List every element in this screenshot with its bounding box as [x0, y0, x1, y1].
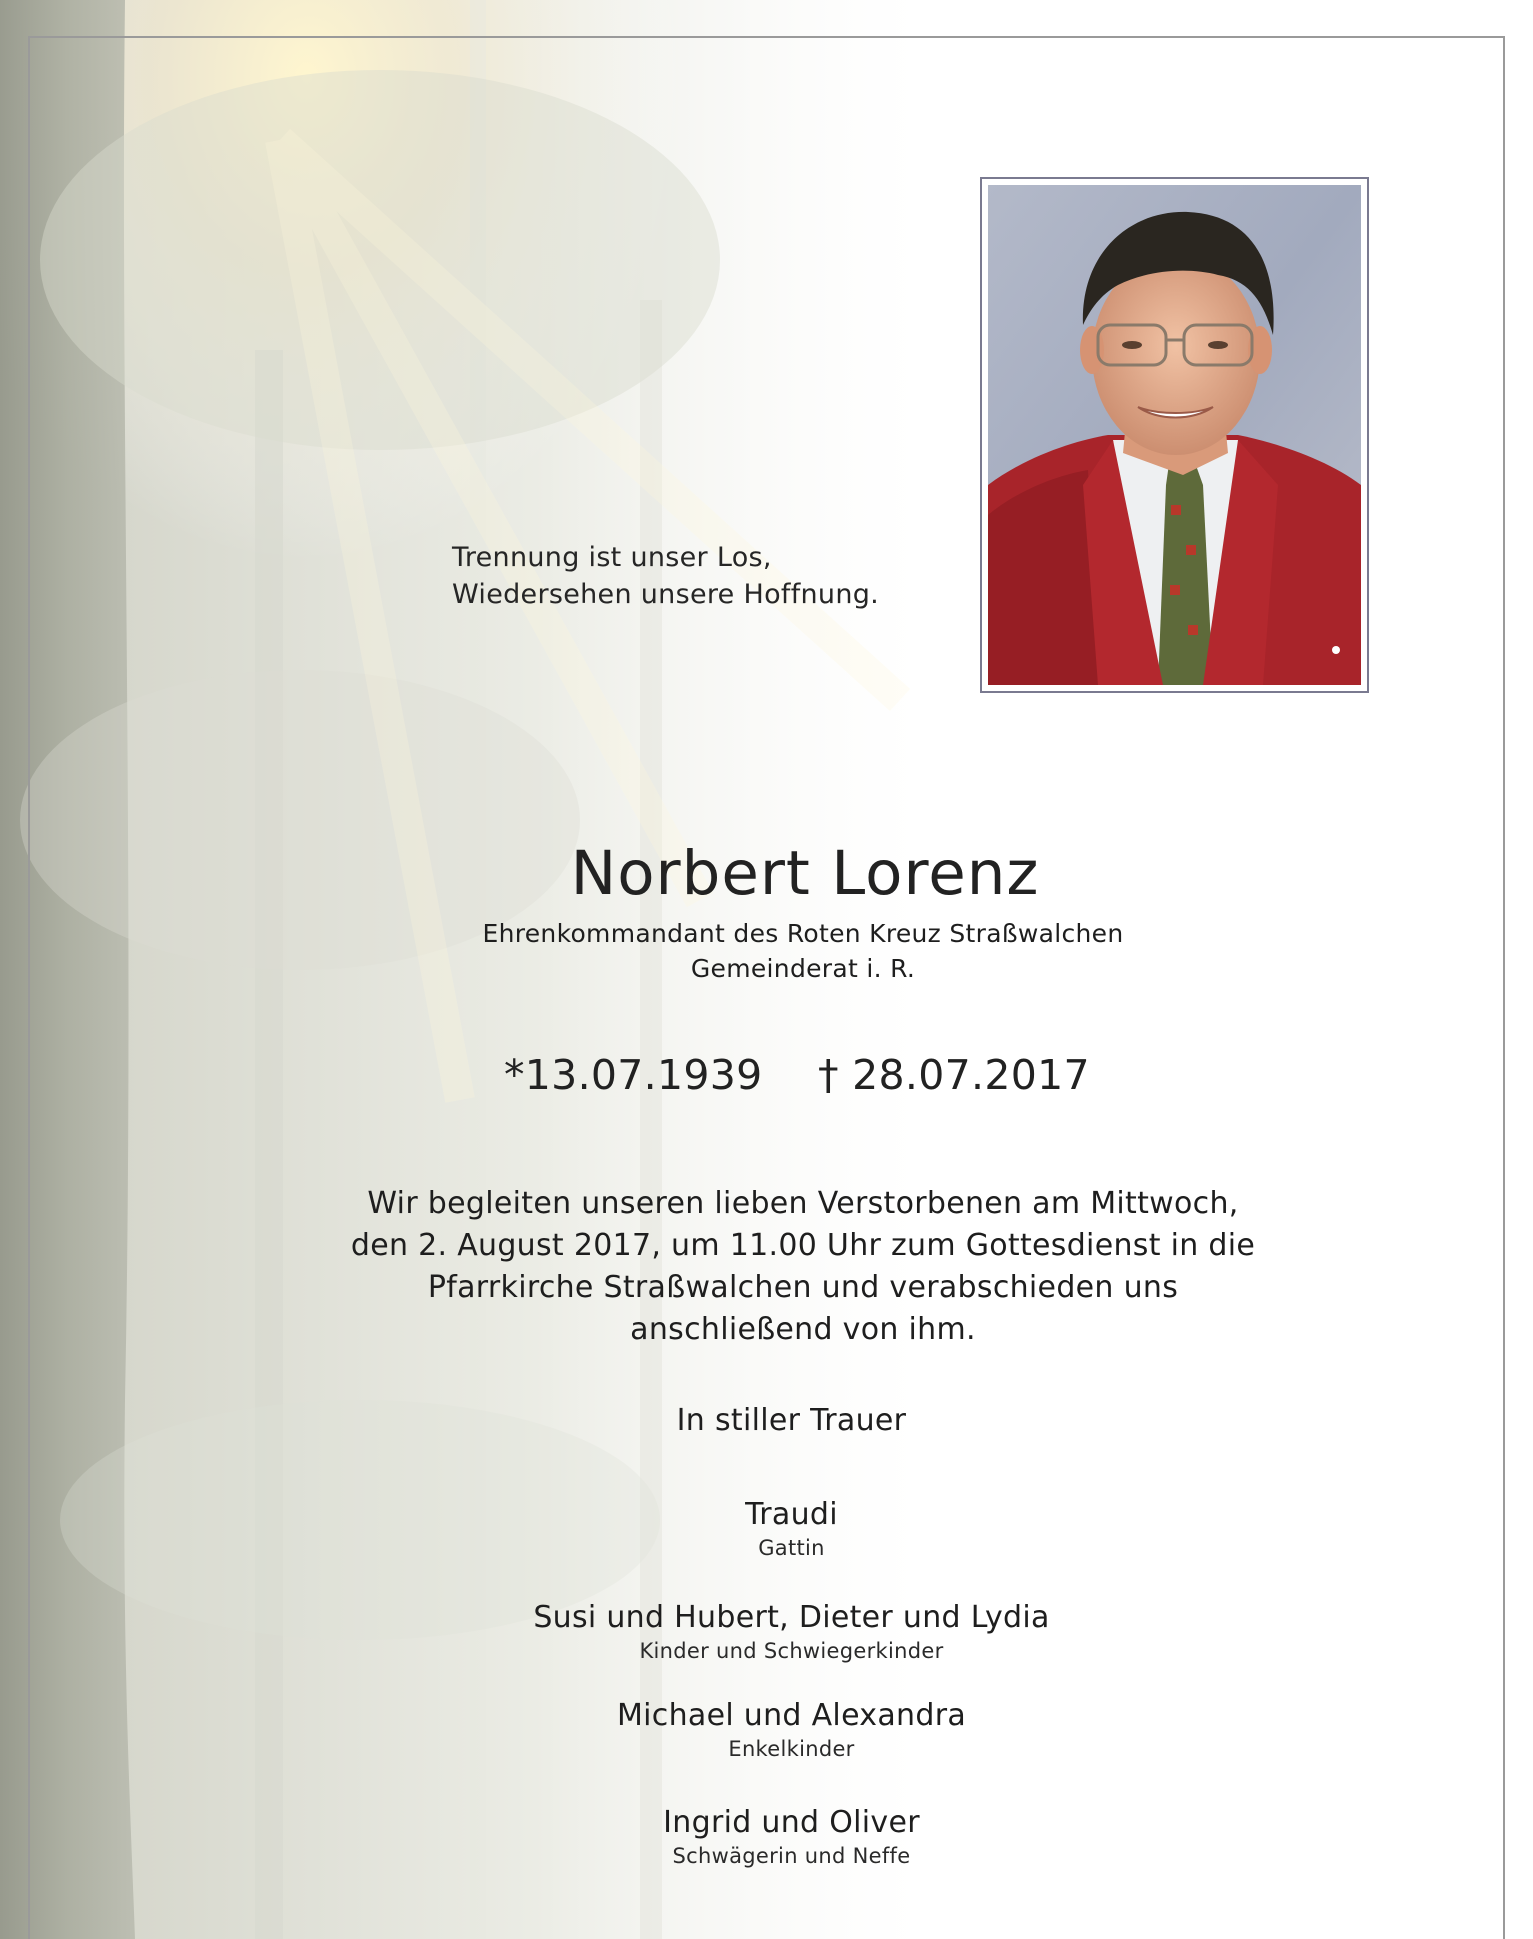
portrait-image	[988, 185, 1361, 685]
deceased-name: Norbert Lorenz	[570, 838, 1040, 909]
death-date: † 28.07.2017	[818, 1051, 1090, 1099]
motto-quote	[452, 539, 879, 613]
notice-line-2: den 2. August 2017, um 11.00 Uhr zum Gottesdienst in die	[350, 1228, 1256, 1263]
notice-line-4: anschließend von ihm.	[630, 1312, 976, 1347]
mourning-label: In stiller Trauer	[676, 1403, 907, 1438]
mourner-relation: Enkelkinder	[728, 1737, 855, 1761]
mourner-relation: Kinder und Schwiegerkinder	[639, 1639, 944, 1663]
notice-line-3: Pfarrkirche Straßwalchen und verabschieden uns	[427, 1270, 1179, 1305]
portrait-photo	[980, 177, 1369, 693]
mourner-names: Ingrid und Oliver	[663, 1805, 920, 1840]
notice-line-1: Wir begleiten unseren lieben Verstorbenen am Mittwoch,	[367, 1186, 1239, 1221]
mourner-names: Traudi	[745, 1497, 838, 1532]
deceased-title-line-1: Ehrenkommandant des Roten Kreuz Straßwalchen	[482, 919, 1124, 948]
mourner-names: Susi und Hubert, Dieter und Lydia	[533, 1600, 1050, 1635]
mourner-relation: Schwägerin und Neffe	[672, 1844, 911, 1868]
deceased-title-line-2: Gemeinderat i. R.	[690, 954, 916, 983]
mourner-relation: Gattin	[758, 1536, 825, 1560]
motto-line-2: Wiedersehen unsere Hoffnung.	[452, 579, 880, 610]
mourner-names: Michael und Alexandra	[616, 1698, 967, 1733]
motto-line-1: Trennung ist unser Los,	[452, 542, 772, 573]
birth-date: *13.07.1939	[504, 1051, 763, 1099]
funeral-notice	[0, 1183, 1533, 1351]
